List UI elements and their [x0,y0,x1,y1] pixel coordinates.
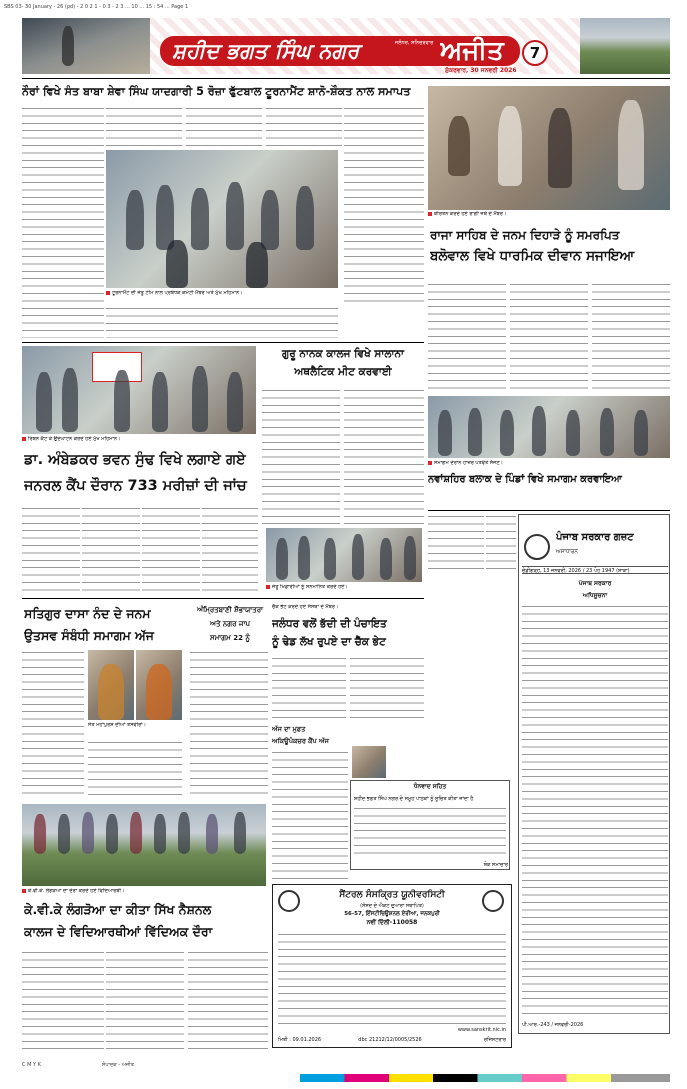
story8-headline2: ਨੂੰ ਢੇਡ ਲੱਖ ਰੁਪਏ ਦਾ ਚੈੱਕ ਭੇਟ [272,636,386,648]
masthead-brand: ਅਜੀਤ [440,36,504,66]
story6-caption: ਸੰਤ ਮਹਾਂਪੁਰਸ਼ ਦੀਆਂ ਤਸਵੀਰਾਂ। [88,722,147,728]
story1-caption: ਟੂਰਨਾਮੈਂਟ ਦੀ ਜੇਤੂ ਟੀਮ ਨਾਲ ਪ੍ਰਬੰਧਕ ਕਮੇਟੀ ਮੈਂਬਰ ਅਤੇ ਮੁੱਖ ਮਹਿਮਾਨ। [106,290,338,304]
notice-portrait [352,746,386,778]
story5-caption: ਸਮਾਗਮ ਦੌਰਾਨ ਹਾਜ਼ਰ ਪਤਵੰਤੇ ਸੱਜਣ। [428,460,670,468]
story2-col2 [510,282,588,392]
story2-caption: ਕੀਰਤਨ ਕਰਦੇ ਹੋਏ ਰਾਗੀ ਜਥੇ ਦੇ ਮੈਂਬਰ। [428,211,670,219]
notice-title: ਧੰਨਵਾਦ ਸਹਿਤ [413,783,447,790]
story7-headline3: ਸਮਾਗਮ 22 ਨੂੰ [210,634,250,642]
story8-caption: ਚੈੱਕ ਭੇਟ ਕਰਦੇ ਹੋਏ ਸੰਸਥਾ ਦੇ ਮੈਂਬਰ। [272,604,339,610]
story4-headline2: ਅਥਲੈਟਿਕ ਮੀਟ ਕਰਵਾਈ [294,366,392,378]
story6-photo1 [88,650,134,720]
story2-photo [428,86,670,210]
story1-col6 [106,306,338,338]
story2-headline1: ਰਾਜਾ ਸਾਹਿਬ ਦੇ ਜਨਮ ਦਿਹਾੜੇ ਨੂੰ ਸਮਰਪਿਤ [430,228,620,242]
bottom-strip [22,1060,670,1070]
notice-tag: ਸ਼ੋਕ ਸਮਾਚਾਰ [483,862,508,868]
masthead-date: ਸ਼ੁੱਕਰਵਾਰ, 30 ਜਨਵਰੀ 2026 [445,67,517,74]
story3-headline2: ਜਨਰਲ ਕੈਂਪ ਦੌਰਾਨ 733 ਮਰੀਜ਼ਾਂ ਦੀ ਜਾਂਚ [24,478,247,494]
story5-headline: ਨਵਾਂਸ਼ਹਿਰ ਬਲਾਕ ਦੇ ਪਿੰਡਾਂ ਵਿਖੇ ਸਮਾਗਮ ਕਰਵਾਇਆ [428,474,622,485]
story4-col2 [344,388,424,526]
story5-col2 [486,514,516,574]
story4-headline1: ਗੁਰੂ ਨਾਨਕ ਕਾਲਜ ਵਿਖੇ ਸਾਲਾਨਾ [281,348,405,360]
ad-city: ਨਵੀਂ ਦਿੱਲੀ-110058 [366,919,418,926]
story5-photo [428,396,670,458]
story6-headline2: ਉਤਸਵ ਸੰਬੰਧੀ ਸਮਾਗਮ ਅੱਜ [24,628,154,643]
story9-headline1: ਅੱਜ ਦਾ ਮੁਫ਼ਤ [272,725,306,733]
story10-col2 [106,950,184,1050]
ad-emblem [482,890,504,912]
story10-headline2: ਕਾਲਜ ਦੇ ਵਿਦਿਆਰਥੀਆਂ ਵਿੱਦਿਅਕ ਦੌਰਾ [24,924,213,939]
story6-photo2 [136,650,182,720]
story8-col2 [350,656,424,720]
story3-col1 [22,506,80,596]
story1-headline: ਨੌਰਾਂ ਵਿਖੇ ਸੰਤ ਬਾਬਾ ਸ਼ੇਵਾ ਸਿੰਘ ਯਾਦਗਾਰੀ 5 ਰੋਜ਼ਾ ਫੁੱਟਬਾਲ ਟੂਰਨਾਮੈਂਟ ਸ਼ਾਨੋ-ਸ਼ੌਕਤ ਨਾਲ ਸਮਾਪਤ [22,85,411,98]
story2-col3 [592,282,670,392]
notice-lines [354,806,506,860]
story10-col3 [188,950,268,1050]
gazette-sub: ਅਸਾਧਾਰਨ [556,549,578,555]
gazette-notice: ਅਧਿਸੂਚਨਾ [582,592,608,599]
story3-col2 [82,506,140,596]
page-number-badge [522,40,548,66]
story1-col2 [106,106,182,148]
story3-headline1: ਡਾ. ਅੰਬੇਡਕਰ ਭਵਨ ਸੁੰਢ ਵਿਖੇ ਲਗਾਏ ਗਏ [24,452,246,468]
story6-col2 [88,740,182,800]
story1-col5 [344,106,424,306]
story7-col1 [190,650,268,800]
story3-photo [22,346,256,434]
story1-col3 [186,106,262,148]
bottom-strip-right: ਸੰਪਾਦਕ - ਅਜੀਤ [102,1062,134,1068]
story7-headline2: ਅਤੇ ਨਗਰ ਜਾਪ [209,620,251,628]
story8-col1 [272,656,346,720]
story3-caption: ਰਿਬਨ ਕੱਟ ਕੇ ਉਦਘਾਟਨ ਕਰਦੇ ਹੋਏ ਮੁੱਖ ਮਹਿਮਾਨ। [22,436,256,444]
story6-headline1: ਸਤਿਗੁਰ ਦਾਸਾ ਨੰਦ ਦੇ ਜਨਮ [24,606,151,621]
ad-ref: dbc 21212/12/0005/2526 [358,1037,422,1043]
gazette-title: ਪੰਜਾਬ ਸਰਕਾਰ ਗਜ਼ਟ [556,532,634,543]
story10-photo [22,804,266,886]
story7-headline1: ਅੰਮ੍ਰਿਤਬਾਣੀ ਸ਼ੌਭਾਯਾਤਰਾ [196,606,264,614]
story9-headline2: ਅਕਿਊਪੰਕਚਰ ਕੈਂਪ ਅੱਜ [272,737,329,745]
ad-logo [278,890,300,912]
masthead-left-photo [22,18,150,74]
story8-headline1: ਜਲੰਧਰ ਵਲੋਂ ਭੱਦੀ ਦੀ ਪੰਚਾਇਤ [272,618,387,630]
gazette-emblem [524,534,550,560]
strip-text: SBS 03- 30 January - 26 (pd) - 2 0 2 1 - 0 3 - 2 3 ... 10 ... 15 : 54 ... Page 1 [4,4,189,10]
story1-col1 [22,106,104,338]
masthead-right-photo [580,18,670,74]
bottom-strip-left: C M Y K [22,1062,41,1068]
masthead-sub: ਜਲੰਧਰ, ਸ਼ਨਿਚਰਵਾਰ [395,40,434,46]
story3-col3 [142,506,200,596]
story2-col1 [428,282,506,392]
color-bar [300,1074,670,1082]
gazette-date: ਚੰਡੀਗੜ੍ਹ, 13 ਜਨਵਰੀ, 2026 / 23 ਪੋਹ 1947 (ਸ਼ਾਕਾ) [522,566,668,574]
ad-address: 56-57, ਇੰਸਟੀਚਿਊਸ਼ਨਲ ਏਰੀਆ, ਜਨਕਪੁਰੀ [344,911,440,917]
masthead-title: ਸ਼ਹੀਦ ਭਗਤ ਸਿੰਘ ਨਗਰ [172,39,360,63]
story3-col4 [202,506,258,596]
story10-col1 [22,950,104,1050]
gazette-footer: ਪੀ.ਆਰ.-243 / ਜਨਵਰੀ-2026 [522,1022,584,1028]
ad-date: ਮਿਤੀ : 09.01.2026 [278,1037,322,1043]
ad-title: ਸੈਂਟਰਲ ਸੰਸਕ੍ਰਿਤ ਯੂਨੀਵਰਸਿਟੀ [339,890,445,900]
top-info-strip [0,0,687,14]
page-number: 7 [529,44,541,62]
story10-headline1: ਕੇ.ਵੀ.ਕੇ ਲੰਗੜੋਆ ਦਾ ਕੀਤਾ ਸਿੱਖ ਨੈਸ਼ਨਲ [24,902,212,917]
story4-col1 [262,388,340,526]
story10-caption: ਕੇ.ਵੀ.ਕੇ. ਲੰਗੜੋਆ ਦਾ ਦੌਰਾ ਕਰਦੇ ਹੋਏ ਵਿਦਿਆਰਥੀ। [22,888,266,896]
ad-body [278,932,506,1024]
gazette-body [522,604,668,1016]
story4-caption: ਜੇਤੂ ਖਿਡਾਰੀਆਂ ਨੂੰ ਸਨਮਾਨਿਤ ਕਰਦੇ ਹੋਏ। [266,584,422,592]
gazette-dept: ਪੰਜਾਬ ਸਰਕਾਰ [578,580,612,587]
story9-col1 [272,750,348,882]
notice-body: ਸ਼ਹੀਦ ਭਗਤ ਸਿੰਘ ਨਗਰ ਦੇ ਸਮੂਹ ਪਾਠਕਾਂ ਨੂੰ ਸੂਚਿਤ ਕੀਤਾ ਜਾਂਦਾ ਹੈ [354,796,474,802]
story1-photo [106,150,338,288]
ad-sign: ਰਜਿਸਟਰਾਰ [483,1037,506,1043]
ad-sub: (ਸੰਸਦ ਦੇ ਐਕਟ ਦੁਆਰਾ ਸਥਾਪਿਤ) [360,903,424,909]
story4-photo [266,528,422,582]
story2-headline2: ਬਲੋਵਾਲ ਵਿਖੇ ਧਾਰਮਿਕ ਦੀਵਾਨ ਸਜਾਇਆ [430,248,635,264]
story1-col4 [266,106,342,148]
story5-col1 [428,514,484,574]
story6-col1 [22,650,84,800]
ad-website: www.sanskrit.nic.in [457,1027,506,1033]
